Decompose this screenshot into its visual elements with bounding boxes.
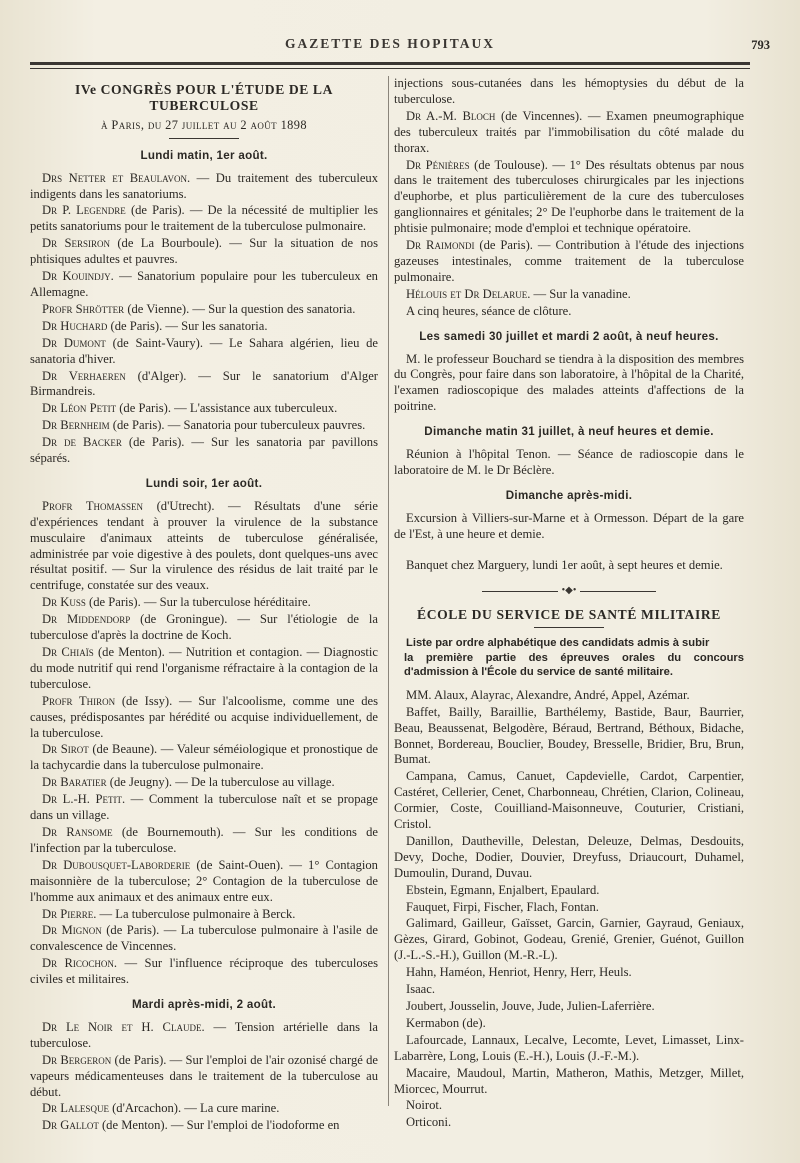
event-text: Réunion à l'hôpital Tenon. — Séance de radioscopie dans le laboratoire de M. le Dr Béclère. [394, 447, 744, 477]
banquet-text: Banquet chez Marguery, lundi 1er août, à sept heures et demie. [406, 557, 723, 572]
list-item: Dr Lalesque (d'Arcachon). — La cure marine. [42, 1101, 280, 1116]
list-item: Dr Raimondi (de Paris). — Contribution à l'étude des injections gazeuses intestinales, comme traitement de la tuberculose pulmonaire. [394, 238, 744, 284]
list-item: Fauquet, Firpi, Fischer, Flach, Fontan. [406, 899, 599, 914]
list-item: Dr Bernheim (de Paris). — Sanatoria pour tuberculeux pauvres. [42, 418, 366, 433]
list-item: Isaac. [406, 982, 436, 997]
header-rule-thin [30, 68, 750, 69]
list-item: Hélouis et Dr Delarue. — Sur la vanadine. [406, 286, 631, 301]
candidate-list [394, 688, 744, 1131]
list-item: Dr Dumont (de Saint-Vaury). — Le Sahara algérien, lieu de sanatoria d'hiver. [30, 335, 379, 366]
list-intro: Liste par ordre alphabétique des candidats admis à subir la première partie des épreuves orales du concours d'admission à l'École du service de santé militaire. [404, 637, 744, 679]
short-rule [169, 138, 239, 139]
list-item: Dr P. Legendre (de Paris). — De la nécessité de multiplier les petits sanatoriums pour le traitement de la tuberculose pulmonaire. [30, 203, 378, 234]
running-title: GAZETTE DES HOPITAUX [284, 36, 496, 51]
list-item: Dr de Backer (de Paris). — Sur les sanatoria par pavillons séparés. [30, 435, 378, 466]
list-item: Dr Pierre. — La tuberculose pulmonaire à Berck. [42, 906, 296, 921]
list-item: Lafourcade, Lannaux, Lecalve, Lecomte, Levet, Limasset, Linx-Labarrère, Long, Louis (E.-H.), Louis (J.-F.-M.). [394, 1032, 744, 1063]
list-item: Dr Kuss (de Paris). — Sur la tuberculose héréditaire. [42, 595, 311, 610]
list-item: Profr Thomassen (d'Utrecht). — Résultats d'une série d'expériences tendant à prouver la virulence de la substance musculaire d'animaux atteints de tuberculose généralisée, administrée par voie digestive à des poulets, dont quelques-uns avec résultat positif. — Sur la virulence des résidus de lait traité par le centrifuge, constatée sur des veaux. [30, 498, 378, 593]
list-item: Orticoni. [406, 1115, 452, 1130]
section-ornament: •◆• [394, 583, 744, 599]
page-number: 793 [751, 38, 770, 52]
session-heading: Mardi après-midi, 2 août. [131, 998, 277, 1012]
list-item: Dr Baratier (de Jeugny). — De la tuberculose au village. [42, 775, 335, 790]
continuation-text: injections sous-cutanées dans les hémoptysies du début de la tuberculose. [394, 76, 744, 106]
list-item: Noirot. [406, 1098, 443, 1113]
page-header [30, 36, 770, 56]
event-heading: Dimanche après-midi. [505, 488, 633, 502]
list-item: Profr Thiron (de Issy). — Sur l'alcoolisme, comme une des causes, prédisposantes par hérédité ou acquise individuellement, de la tuberculose. [30, 693, 378, 740]
list-item: Dr Le Noir et H. Claude. — Tension artérielle dans la tuberculose. [30, 1019, 378, 1050]
list-item: Dr Léon Petit (de Paris). — L'assistance aux tuberculeux. [42, 401, 338, 416]
event-heading: Dimanche matin 31 juillet, à neuf heures et demie. [424, 425, 714, 439]
list-item: Dr A.-M. Bloch (de Vincennes). — Examen pneumographique des tuberculeux traités par l'immobilisation du côté malade du thorax. [394, 108, 744, 155]
list-item: Dr Middendorp (de Groningue). — Sur l'étiologie de la tuberculose d'après la doctrine de Koch. [30, 612, 378, 643]
event-heading: Les samedi 30 juillet et mardi 2 août, à neuf heures. [419, 329, 719, 343]
closing-text: A cinq heures, séance de clôture. [406, 303, 572, 318]
list-item: Dr Mignon (de Paris). — La tuberculose pulmonaire à l'asile de convalescence de Vincennes. [30, 923, 378, 954]
list-item: MM. Alaux, Alayrac, Alexandre, André, Appel, Azémar. [406, 687, 690, 702]
event-text: M. le professeur Bouchard se tiendra à la disposition des membres du Congrès, pour faire dans son laboratoire, à l'hôpital de la Charité, l'examen radioscopique des malades atteints d'affections de la poitrine. [394, 351, 744, 414]
list-item: Dr Sersiron (de La Bourboule). — Sur la situation de nos phtisiques adultes et pauvres. [30, 236, 378, 267]
list-item: Dr Ransome (de Bournemouth). — Sur les conditions de l'infection par la tuberculose. [30, 824, 378, 855]
list-item: Joubert, Jousselin, Jouve, Jude, Julien-Laferrière. [406, 999, 655, 1013]
list-item: Danillon, Dautheville, Delestan, Deleuze, Delmas, Desdouits, Devy, Doche, Dodier, Douvier, Dreyfuss, Driaucourt, Duhamel, Dumoulin, Durand, Duvau. [394, 833, 744, 880]
congress-subtitle: à Paris, du 27 juillet au 2 août 1898 [101, 117, 307, 132]
list-item: Kermabon (de). [406, 1015, 486, 1030]
list-item: Dr Gallot (de Menton). — Sur l'emploi de l'iodoforme en [42, 1118, 340, 1133]
list-item: Profr Shrötter (de Vienne). — Sur la question des sanatoria. [42, 301, 356, 316]
list-item: Macaire, Maudoul, Martin, Matheron, Mathis, Metzger, Millet, Miorcec, Mourrut. [394, 1065, 744, 1096]
list-item: Dr Chiaïs (de Menton). — Nutrition et contagion. — Diagnostic du mode nutritif qui rend l'organisme réfractaire à la contagion de la tuberculose. [30, 645, 378, 691]
ecole-title: ÉCOLE DU SERVICE DE SANTÉ MILITAIRE [417, 607, 721, 623]
list-item: Dr Ricochon. — Sur l'influence réciproque des tuberculoses civiles et militaires. [30, 956, 379, 987]
column-divider [388, 76, 389, 1106]
list-item: Dr Kouindjy. — Sanatorium populaire pour les tuberculeux en Allemagne. [30, 269, 378, 299]
list-item: Dr Sirot (de Beaune). — Valeur séméiologique et pronostique de la tachycardie dans la tuberculose pulmonaire. [30, 742, 379, 773]
list-item: Ebstein, Egmann, Enjalbert, Epaulard. [406, 882, 600, 897]
header-rule-thick [30, 62, 750, 65]
list-item: Drs Netter et Beaulavon. — Du traitement des tuberculeux indigents dans les sanatoriums. [30, 170, 379, 201]
list-item: Dr Dubousquet-Laborderie (de Saint-Ouen). — 1° Contagion maisonnière de la tuberculose; 2° Contagion de la tuberculose de l'homme aux animaux et des animaux entre eux. [30, 857, 378, 904]
list-item: Baffet, Bailly, Baraillie, Barthélemy, Bastide, Baur, Baurrier, Beau, Beaussenat, Belgodère, Béraud, Bertrand, Béthoux, Bidache, Bonnet, Bordereau, Bouclier, Boudey, Bresselle, Bridier, Bru, Brun, Bumat. [394, 704, 744, 767]
list-item: Campana, Camus, Canuet, Capdevielle, Cardot, Carpentier, Castéret, Cellerier, Cenet, Charbonneau, Chrétien, Clarion, Colineau, Cormier, Coste, Couilliand-Maisonneuve, Couturier, Cristiani, Cristol. [394, 769, 744, 832]
session-heading: Lundi matin, 1er août. [140, 148, 268, 162]
list-item: Dr Verhaeren (d'Alger). — Sur le sanatorium d'Alger Birmandreis. [30, 368, 378, 399]
session-heading: Lundi soir, 1er août. [145, 476, 263, 490]
list-item: Dr Pénières (de Toulouse). — 1° Des résultats obtenus par nous dans le traitement des tuberculoses chirurgicales par les injections d'euphorbe, et plus particulièrement de la cure des tuberculoses ganglionnaires et génitales; 2° De l'euphorbe dans le traitement de la phtisie pulmonaire; mode d'emploi et technique opératoire. [394, 157, 744, 236]
list-item: Hahn, Haméon, Henriot, Henry, Herr, Heuls. [406, 965, 632, 980]
congress-title: IVe CONGRÈS POUR L'ÉTUDE DE LA TUBERCULOSE [74, 82, 334, 113]
left-column [30, 76, 378, 1135]
event-text: Excursion à Villiers-sur-Marne et à Ormesson. Départ de la gare de l'Est, à une heure et demie. [394, 510, 744, 541]
short-rule [534, 627, 604, 628]
right-column [394, 76, 744, 1132]
list-item: Dr L.-H. Petit. — Comment la tuberculose naît et se propage dans un village. [30, 792, 378, 823]
list-item: Dr Huchard (de Paris). — Sur les sanatoria. [42, 318, 268, 333]
list-item: Galimard, Gailleur, Gaïsset, Garcin, Garnier, Gayraud, Geniaux, Gèzes, Girard, Gobinot, Godeau, Grenié, Grenier, Guénot, Guillon (J.-L.-S.-H.), Guillon (M.-R.-L). [394, 916, 744, 963]
list-item: Dr Bergeron (de Paris). — Sur l'emploi de l'air ozonisé chargé de vapeurs médicamenteuses dans le traitement de la tuberculose au début. [30, 1052, 378, 1099]
